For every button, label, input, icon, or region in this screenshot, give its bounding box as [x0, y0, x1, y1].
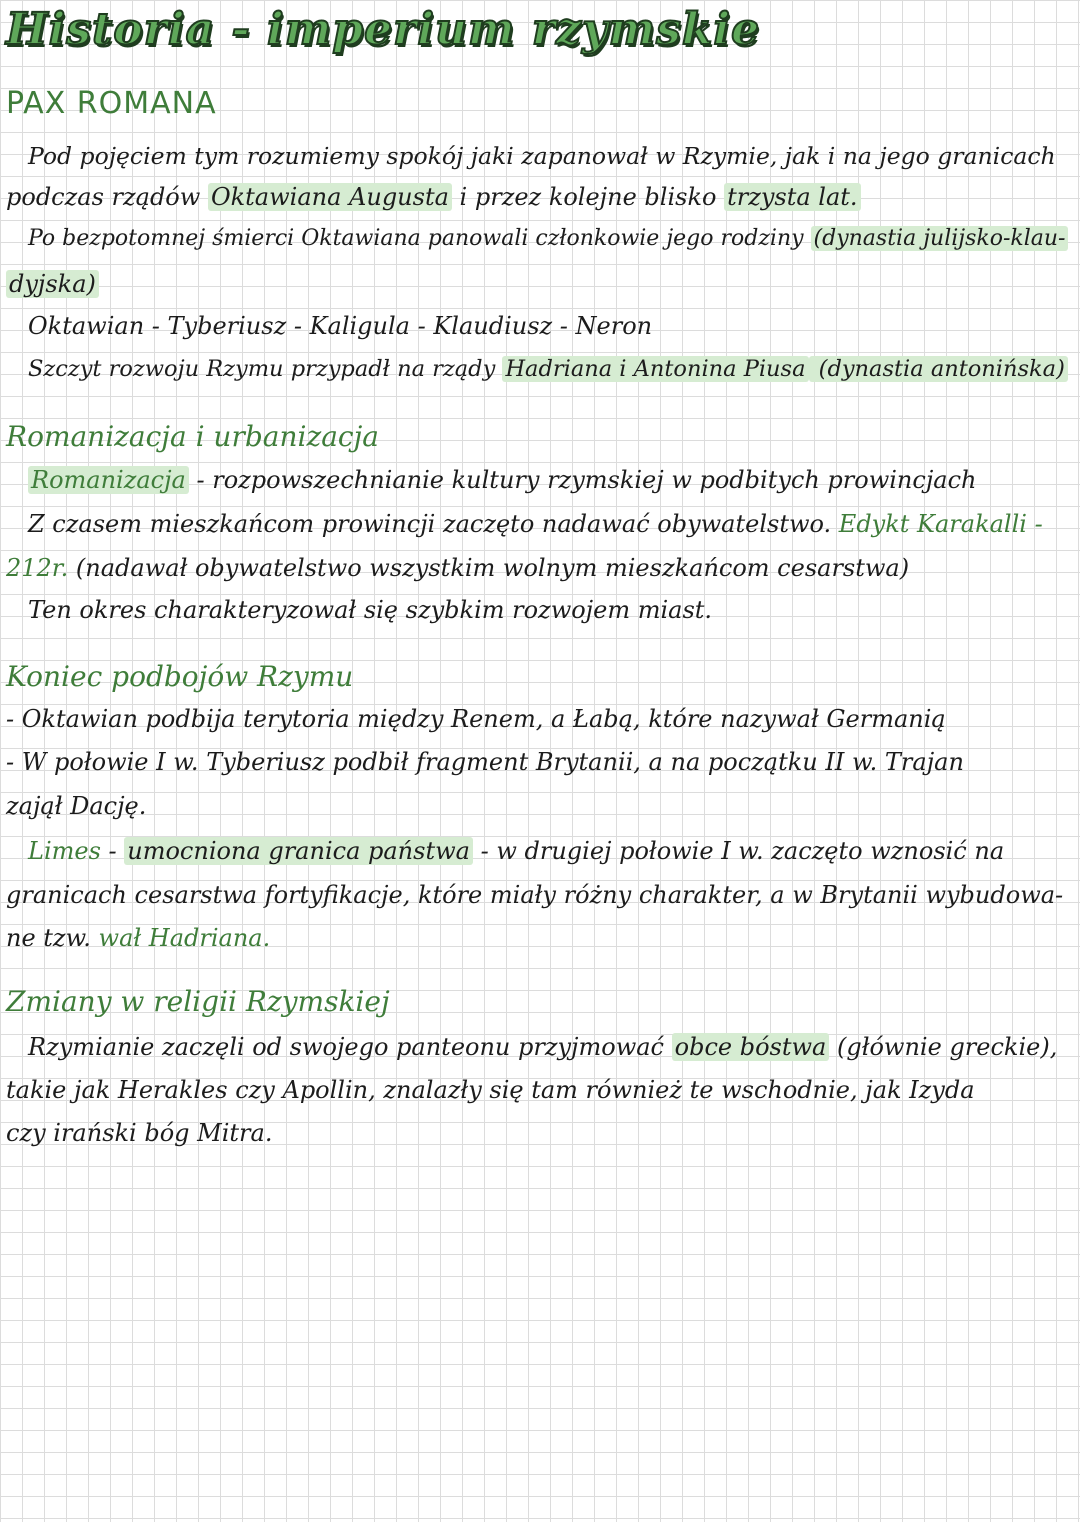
text-line	[28, 510, 1043, 538]
text-line: czy irański bóg Mitra.	[6, 1119, 273, 1147]
text-line: takie jak Herakles czy Apollin, znalazły się tam również te wschodnie, jak Izyda	[6, 1076, 975, 1104]
text-line	[28, 837, 1004, 865]
text-line: zajął Dację.	[6, 792, 147, 820]
highlighted-term: Romanizacja	[28, 466, 189, 494]
section-heading-pax-romana: PAX ROMANA	[6, 86, 217, 121]
page-title: Historia - imperium rzymskie	[6, 4, 761, 55]
text-span: (nadawał obywatelstwo wszystkim wolnym mieszkańcom cesarstwa)	[68, 554, 910, 582]
highlighted-term: (dynastia julijsko-klau-	[811, 226, 1069, 251]
text-line	[28, 226, 1068, 251]
text-span: Po bezpotomnej śmierci Oktawiana panowali członkowie jego rodziny	[28, 226, 811, 251]
section-heading-romanizacja: Romanizacja i urbanizacja	[6, 420, 379, 453]
text-line	[6, 924, 270, 952]
text-span: ne tzw.	[6, 924, 99, 952]
text-line	[6, 183, 861, 211]
highlighted-term: umocniona granica państwa	[124, 837, 473, 865]
green-term: Limes	[28, 837, 101, 865]
text-span: Szczyt rozwoju Rzymu przypadł na rządy	[28, 356, 503, 382]
green-term: wał Hadriana.	[98, 924, 271, 952]
highlighted-term: Oktawiana Augusta	[208, 183, 452, 211]
text-line: Ten okres charakteryzował się szybkim rozwojem miast.	[28, 596, 713, 624]
green-term: 212r.	[6, 554, 69, 582]
section-heading-koniec-podbojow: Koniec podbojów Rzymu	[6, 660, 354, 693]
text-span: - rozpowszechnianie kultury rzymskiej w podbitych prowincjach	[188, 466, 977, 494]
highlighted-term: Hadriana i Antonina Piusa	[502, 356, 808, 382]
text-line	[6, 270, 99, 298]
text-line	[28, 466, 976, 494]
section-heading-religia: Zmiany w religii Rzymskiej	[6, 985, 390, 1018]
green-term: Edykt Karakalli -	[838, 510, 1043, 538]
text-line: - Oktawian podbija terytoria między Renem, a Łabą, które nazywał Germanią	[6, 705, 946, 733]
text-line: Oktawian - Tyberiusz - Kaligula - Klaudiusz - Neron	[28, 312, 653, 340]
text-line: Pod pojęciem tym rozumiemy spokój jaki zapanował w Rzymie, jak i na jego granicach	[28, 142, 1056, 170]
text-span: podczas rządów	[6, 183, 208, 211]
text-span: - w drugiej połowie I w. zaczęto wznosić na	[472, 837, 1005, 865]
text-span: (głównie greckie),	[829, 1033, 1058, 1061]
text-line	[28, 356, 1068, 382]
highlighted-term: dyjska)	[6, 270, 99, 298]
text-line: - W połowie I w. Tyberiusz podbił fragment Brytanii, a na początku II w. Trajan	[6, 748, 964, 776]
text-line	[28, 1033, 1057, 1061]
highlighted-term: trzysta lat.	[724, 183, 860, 211]
text-span: Z czasem mieszkańcom prowincji zaczęto nadawać obywatelstwo.	[28, 510, 839, 538]
text-span: i przez kolejne blisko	[451, 183, 725, 211]
text-span: -	[100, 837, 125, 865]
text-line	[6, 554, 909, 582]
text-line: granicach cesarstwa fortyfikacje, które miały różny charakter, a w Brytanii wybudowa-	[6, 881, 1064, 909]
highlighted-term: (dynastia antonińska)	[809, 356, 1068, 382]
text-span: Rzymianie zaczęli od swojego panteonu przyjmować	[28, 1033, 672, 1061]
highlighted-term: obce bóstwa	[672, 1033, 830, 1061]
